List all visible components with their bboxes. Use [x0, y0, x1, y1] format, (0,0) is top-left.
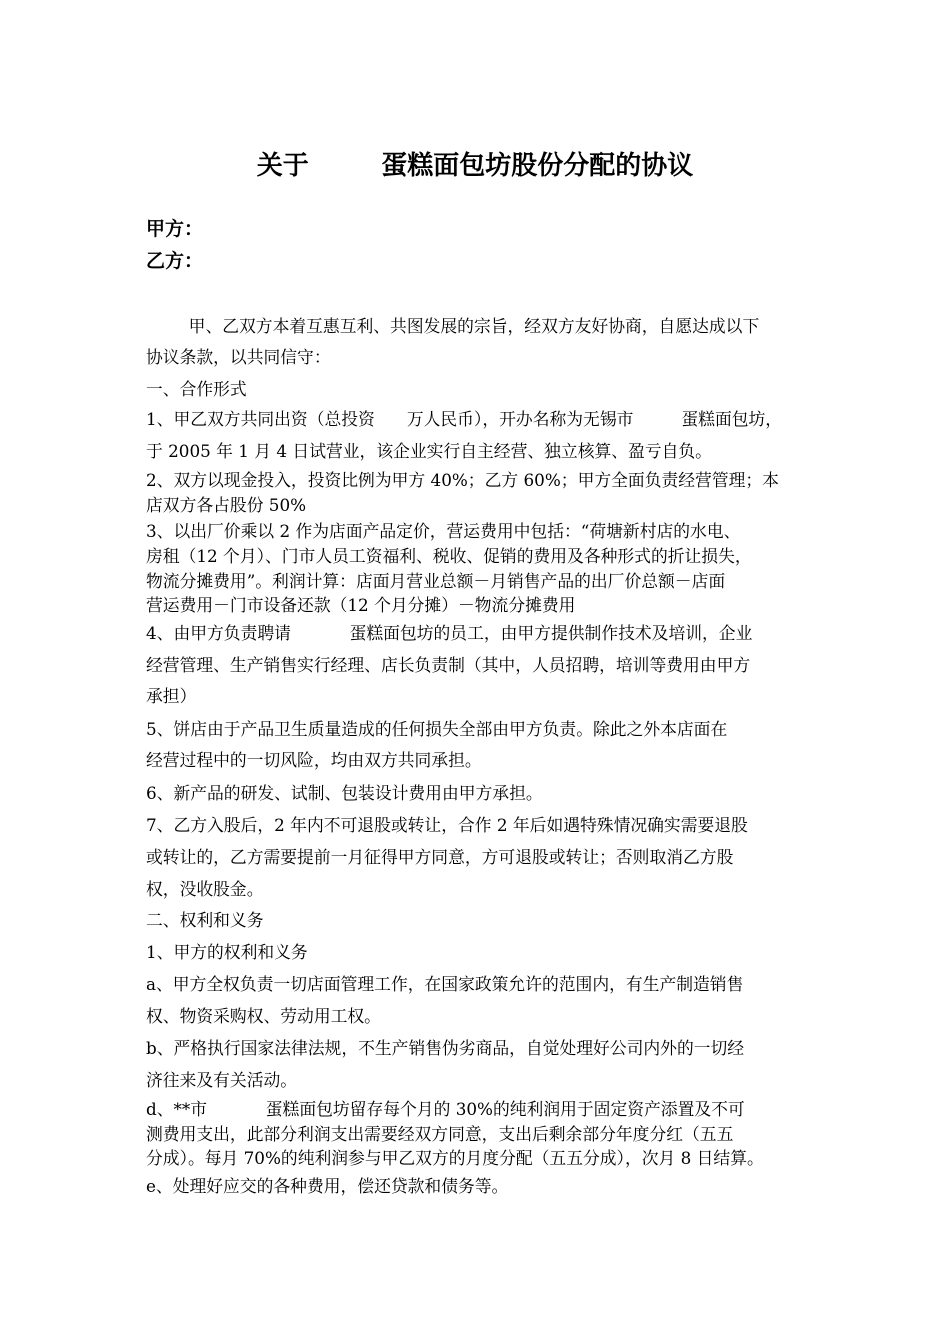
clause-line: 权、物资采购权、劳动用工权。: [146, 1006, 381, 1026]
clause-line: 3、以出厂价乘以 2 作为店面产品定价，营运费用中包括：“荷塘新村店的水电、: [146, 521, 741, 541]
clause-line: 物流分摊费用”。利润计算：店面月营业总额－月销售产品的出厂价总额－店面: [146, 571, 726, 591]
clause-line: 5、饼店由于产品卫生质量造成的任何损失全部由甲方负责。除此之外本店面在: [146, 719, 728, 739]
section-heading: 二、权利和义务: [146, 910, 264, 930]
clause-line: 2、双方以现金投入，投资比例为甲方 40%；乙方 60%；甲方全面负责经营管理；本: [146, 470, 779, 490]
clause-line: 分成）。每月 70%的纯利润参与甲乙双方的月度分配（五五分成），次月 8 日结算。: [146, 1148, 764, 1168]
clause-line: d、**市 蛋糕面包坊留存每个月的 30%的纯利润用于固定资产添置及不可: [146, 1099, 745, 1119]
clause-line: 济往来及有关活动。: [146, 1070, 298, 1090]
intro-line: 协议条款，以共同信守：: [146, 347, 331, 367]
clause-line: 1、甲乙双方共同出资（总投资 万人民币），开办名称为无锡市 蛋糕面包坊，: [146, 409, 783, 429]
clause-line: 4、由甲方负责聘请 蛋糕面包坊的员工，由甲方提供制作技术及培训，企业: [146, 623, 753, 643]
clause-line: 或转让的，乙方需要提前一月征得甲方同意，方可退股或转让；否则取消乙方股: [146, 847, 734, 867]
clause-line: 6、新产品的研发、试制、包装设计费用由甲方承担。: [146, 783, 543, 803]
intro-line: 甲、乙双方本着互惠互利、共图发展的宗旨，经双方友好协商，自愿达成以下: [146, 316, 760, 336]
clause-line: 于 2005 年 1 月 4 日试营业，该企业实行自主经营、独立核算、盈亏自负。: [146, 441, 712, 461]
clause-line: e、处理好应交的各种费用，偿还贷款和债务等。: [146, 1176, 509, 1196]
clause-line: 权，没收股金。: [146, 879, 264, 899]
clause-line: 7、乙方入股后，2 年内不可退股或转让，合作 2 年后如遇特殊情况确实需要退股: [146, 815, 748, 835]
document-title: 关于 蛋糕面包坊股份分配的协议: [256, 151, 694, 181]
subsection-heading: 1、甲方的权利和义务: [146, 942, 308, 962]
section-heading: 一、合作形式: [146, 379, 247, 399]
clause-line: 测费用支出，此部分利润支出需要经双方同意，支出后剩余部分年度分红（五五: [146, 1124, 734, 1144]
clause-line: 店双方各占股份 50%: [146, 495, 307, 515]
clause-line: 房租（12 个月）、门市人员工资福利、税收、促销的费用及各种形式的折让损失，: [146, 546, 752, 566]
clause-line: a、甲方全权负责一切店面管理工作，在国家政策允许的范围内，有生产制造销售: [146, 974, 744, 994]
clause-line: 承担）: [146, 686, 197, 706]
clause-line: 经营管理、生产销售实行经理、店长负责制（其中，人员招聘，培训等费用由甲方: [146, 655, 751, 675]
party-a-label: 甲方：: [146, 218, 204, 240]
party-b-label: 乙方：: [146, 250, 204, 272]
clause-line: 经营过程中的一切风险，均由双方共同承担。: [146, 750, 482, 770]
clause-line: b、严格执行国家法律法规，不生产销售伪劣商品，自觉处理好公司内外的一切经: [146, 1038, 745, 1058]
clause-line: 营运费用－门市设备还款（12 个月分摊）－物流分摊费用: [146, 595, 576, 615]
